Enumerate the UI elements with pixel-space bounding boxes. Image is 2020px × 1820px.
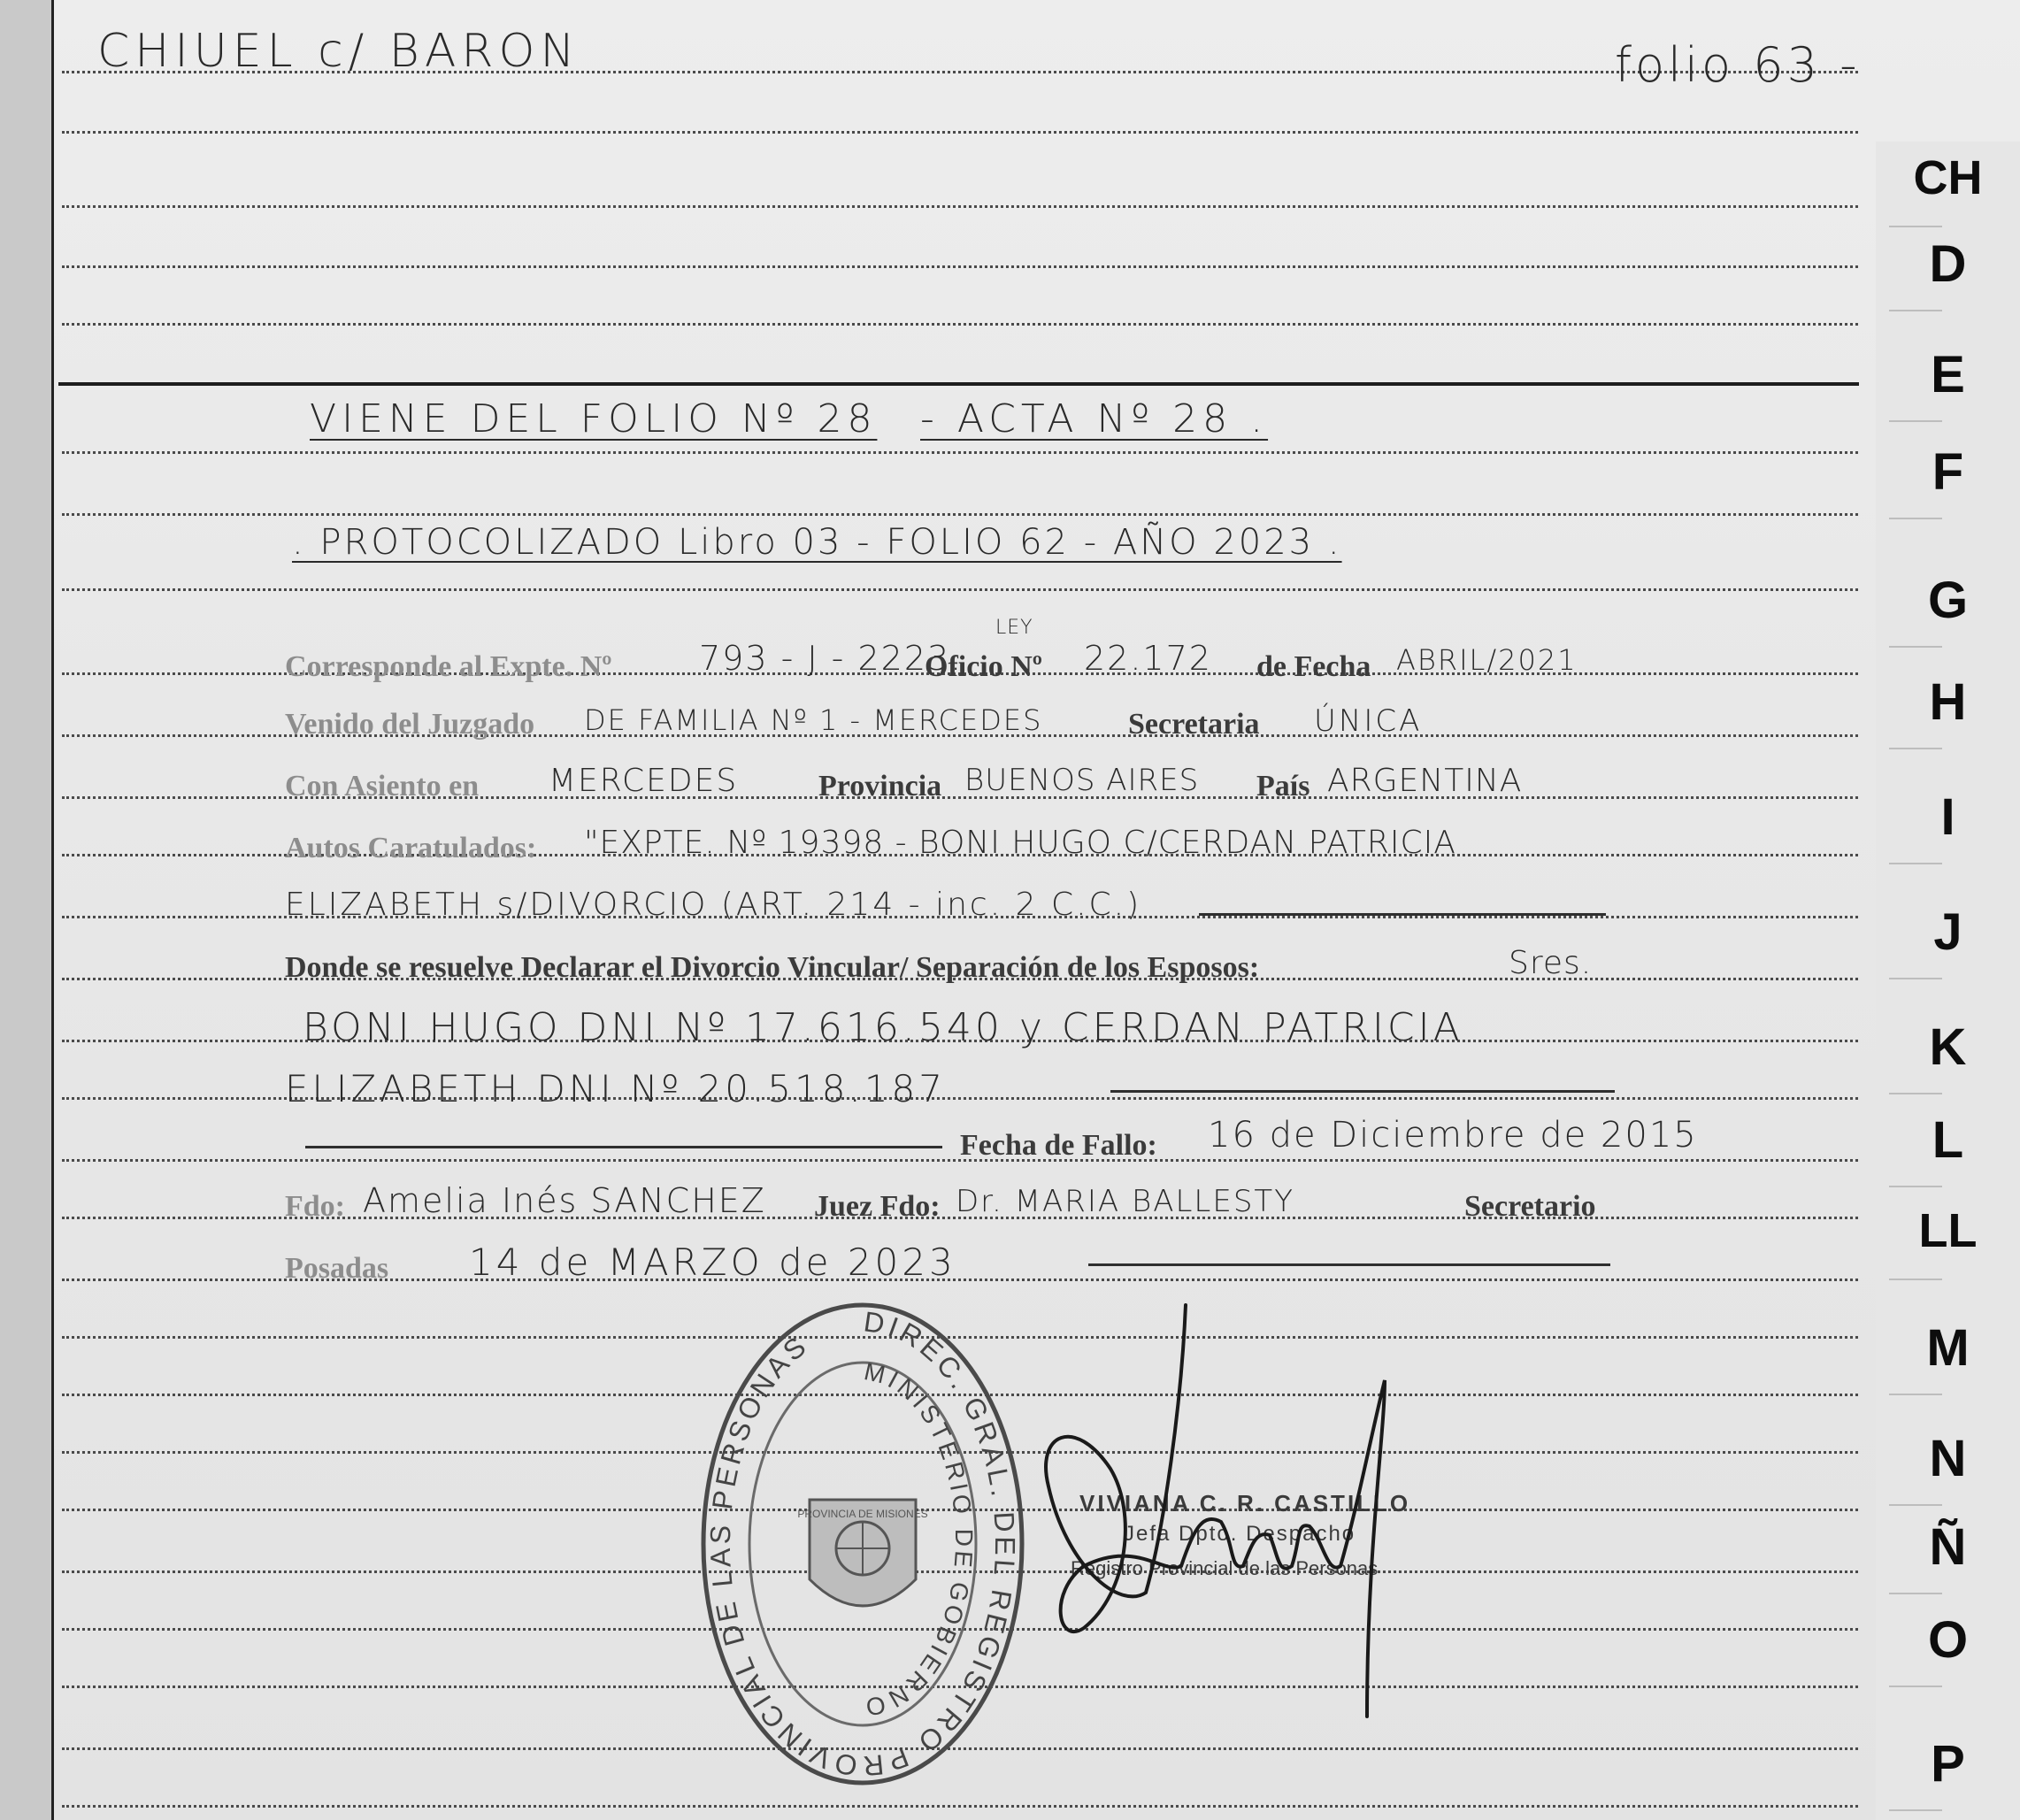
index-tab-m[interactable]: M bbox=[1926, 1319, 1970, 1377]
fallo-label: Fecha de Fallo: bbox=[960, 1129, 1157, 1162]
index-tab-g[interactable]: G bbox=[1927, 572, 1969, 629]
signer-role: Jefa Dpto. Despacho bbox=[1124, 1522, 1356, 1546]
fill-line bbox=[305, 1146, 942, 1148]
index-tab-e[interactable]: E bbox=[1931, 346, 1965, 403]
index-tab-h[interactable]: H bbox=[1929, 673, 1967, 731]
handwritten-signature bbox=[1031, 1301, 1420, 1734]
index-tab-n[interactable]: N bbox=[1929, 1430, 1967, 1487]
case-title: CHIUEL c/ BARON bbox=[97, 25, 580, 78]
tab-edge bbox=[1889, 1686, 1942, 1687]
index-tab-p[interactable]: P bbox=[1931, 1735, 1965, 1793]
posadas-label: Posadas bbox=[285, 1252, 389, 1285]
protocolizado: . PROTOCOLIZADO Libro 03 - FOLIO 62 - AÑO 2023 . bbox=[292, 522, 1342, 563]
ruled-line bbox=[62, 131, 1858, 134]
tab-edge bbox=[1889, 1809, 1942, 1811]
asiento-label: Con Asiento en bbox=[285, 770, 480, 802]
fdo-label: Fdo: bbox=[285, 1190, 345, 1223]
juzgado-value: DE FAMILIA Nº 1 - MERCEDES bbox=[584, 703, 1043, 737]
secretaria-value: ÚNICA bbox=[1314, 703, 1423, 739]
ley-note: LEY bbox=[995, 617, 1033, 639]
fallo-value: 16 de Diciembre de 2015 bbox=[1208, 1115, 1698, 1156]
index-tab-f[interactable]: F bbox=[1932, 443, 1964, 501]
autos-value: "EXPTE. Nº 19398 - BONI HUGO C/CERDAN PATRICIA bbox=[584, 825, 1456, 861]
tab-edge bbox=[1889, 1093, 1942, 1094]
tab-edge bbox=[1889, 863, 1942, 864]
tab-edge bbox=[1889, 1186, 1942, 1187]
tab-edge bbox=[1889, 1593, 1942, 1594]
fecha-value: ABRIL/2021 bbox=[1396, 643, 1578, 677]
autos-label: Autos Caratulados: bbox=[285, 832, 537, 864]
official-seal bbox=[690, 1296, 1035, 1792]
provincia-value: BUENOS AIRES bbox=[964, 763, 1200, 798]
section-divider bbox=[58, 382, 1859, 386]
seal-center-text: PROVINCIA DE MISIONES bbox=[797, 1508, 928, 1520]
tab-edge bbox=[1889, 978, 1942, 979]
fill-line bbox=[1110, 1090, 1615, 1093]
page-binding bbox=[0, 0, 54, 1820]
tab-edge bbox=[1889, 1279, 1942, 1280]
acta-number: - ACTA Nº 28 . bbox=[920, 396, 1269, 442]
tab-edge bbox=[1889, 310, 1942, 311]
autos-value-continued: ELIZABETH s/DIVORCIO (ART. 214 - inc. 2 C.C.) bbox=[285, 887, 1142, 923]
viene-del-folio: VIENE DEL FOLIO Nº 28 bbox=[310, 396, 878, 442]
seal-outer-text: DIREC. GRAL. DEL REGISTRO PROVINCIAL DE LAS PERSONAS bbox=[703, 1305, 1022, 1783]
secretario-label: Secretario bbox=[1464, 1190, 1596, 1223]
ruled-line bbox=[62, 513, 1858, 516]
tab-edge bbox=[1889, 1394, 1942, 1395]
index-tab-j[interactable]: J bbox=[1933, 903, 1962, 961]
provincia-label: Provincia bbox=[818, 770, 942, 802]
index-tab-k[interactable]: K bbox=[1929, 1018, 1967, 1076]
ruled-line bbox=[62, 205, 1858, 208]
index-tab-ñ[interactable]: Ñ bbox=[1929, 1518, 1967, 1576]
ruled-line bbox=[62, 323, 1858, 326]
folio-label: folio 63 - bbox=[1615, 37, 1861, 93]
index-tab-l[interactable]: L bbox=[1932, 1111, 1964, 1169]
signer-office: Registro Provincial de las Personas bbox=[1071, 1557, 1379, 1579]
seal-inner-text: MINISTERIO DE GOBIERNO bbox=[860, 1357, 978, 1722]
tab-edge bbox=[1889, 646, 1942, 648]
spouse-1: BONI HUGO DNI Nº 17.616.540 y CERDAN PATRICIA bbox=[303, 1005, 1463, 1050]
posadas-date: 14 de MARZO de 2023 bbox=[469, 1240, 956, 1284]
index-tab-ll[interactable]: LL bbox=[1918, 1204, 1978, 1257]
tab-edge bbox=[1889, 420, 1942, 422]
asiento-value: MERCEDES bbox=[549, 763, 739, 799]
juzgado-label: Venido del Juzgado bbox=[285, 708, 535, 741]
index-tab-o[interactable]: O bbox=[1927, 1611, 1969, 1669]
pais-value: ARGENTINA bbox=[1327, 763, 1523, 799]
ruled-line bbox=[62, 588, 1858, 591]
expte-value: 793 - J - 2223. bbox=[699, 639, 964, 678]
index-tab-ch[interactable]: CH bbox=[1913, 151, 1983, 204]
tab-edge bbox=[1889, 226, 1942, 227]
tab-edge bbox=[1889, 748, 1942, 749]
ruled-line bbox=[62, 451, 1858, 454]
pais-label: País bbox=[1256, 770, 1310, 802]
ruled-line bbox=[62, 1805, 1858, 1808]
fecha-label: de Fecha bbox=[1256, 650, 1371, 683]
secretario-name: Dr. MARIA BALLESTY bbox=[956, 1184, 1294, 1219]
fill-line bbox=[1088, 1263, 1610, 1266]
oficio-value: 22.172 bbox=[1084, 639, 1212, 678]
secretaria-label: Secretaria bbox=[1128, 708, 1260, 741]
fill-line bbox=[1199, 913, 1606, 916]
senores-value: Sres. bbox=[1509, 945, 1593, 981]
ruled-line bbox=[62, 265, 1858, 268]
oficio-label: Oficio Nº bbox=[925, 650, 1043, 683]
tab-edge bbox=[1889, 1504, 1942, 1506]
index-tab-i[interactable]: I bbox=[1940, 788, 1955, 846]
tab-edge bbox=[1889, 518, 1942, 519]
expte-label: Corresponde al Expte. Nº bbox=[285, 650, 612, 683]
juez-fdo-label: Juez Fdo: bbox=[814, 1190, 941, 1223]
signer-name: VIVIANA C. R. CASTILLO bbox=[1079, 1490, 1411, 1517]
juez-name: Amelia Inés SANCHEZ bbox=[363, 1181, 766, 1220]
index-tab-d[interactable]: D bbox=[1929, 235, 1967, 293]
spouse-2: ELIZABETH DNI Nº 20.518.187 bbox=[285, 1067, 946, 1110]
resuelve-label: Donde se resuelve Declarar el Divorcio Vincular/ Separación de los Esposos: bbox=[285, 951, 1260, 984]
